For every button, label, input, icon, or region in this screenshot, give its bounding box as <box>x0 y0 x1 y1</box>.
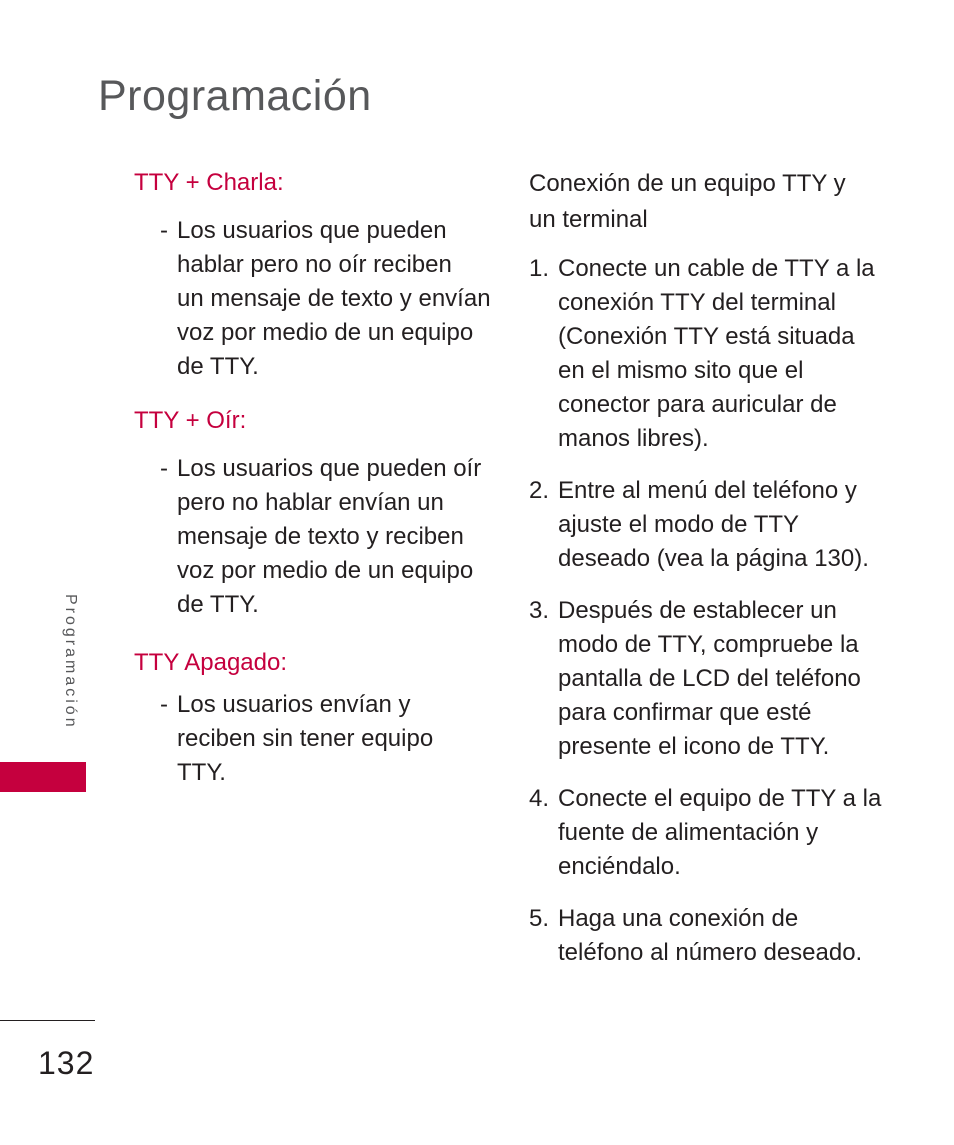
bullet-dash: - <box>160 455 168 482</box>
page-number: 132 <box>38 1045 95 1081</box>
section-heading: TTY Apagado: <box>134 649 287 676</box>
step-number: 3. <box>529 597 550 624</box>
step-number: 1. <box>529 255 550 282</box>
text-line: pantalla de LCD del teléfono <box>558 665 861 692</box>
text-line: Entre al menú del teléfono y <box>558 477 857 504</box>
section-heading: TTY + Charla: <box>134 169 284 196</box>
text-line: teléfono al número deseado. <box>558 939 863 966</box>
text-line: deseado (vea la página 130). <box>558 545 869 572</box>
text-line: manos libres). <box>558 425 709 452</box>
side-tab-marker <box>0 762 86 792</box>
footer-rule <box>0 1020 95 1021</box>
text-line: reciben sin tener equipo <box>177 725 434 752</box>
text-line: Haga una conexión de <box>558 905 799 932</box>
step-2 <box>529 474 929 576</box>
text-line: TTY. <box>177 759 226 786</box>
heading-line: Conexión de un equipo TTY y <box>529 170 846 197</box>
side-tab-label: Programación <box>62 594 79 730</box>
step-3 <box>529 594 929 764</box>
text-line: voz por medio de un equipo <box>177 319 474 346</box>
text-line: Los usuarios que pueden oír <box>177 455 482 482</box>
text-line: fuente de alimentación y <box>558 819 819 846</box>
text-line: conexión TTY del terminal <box>558 289 836 316</box>
section-heading: TTY + Oír: <box>134 407 247 434</box>
text-line: Conecte un cable de TTY a la <box>558 255 875 282</box>
bullet-item <box>134 688 494 790</box>
section-tty-oir <box>134 404 494 622</box>
text-line: para confirmar que esté <box>558 699 812 726</box>
text-line: Después de establecer un <box>558 597 837 624</box>
text-line: enciéndalo. <box>558 853 681 880</box>
text-line: en el mismo sito que el <box>558 357 804 384</box>
text-line: hablar pero no oír reciben <box>177 251 452 278</box>
heading-line: un terminal <box>529 206 648 233</box>
text-line: Los usuarios envían y <box>177 691 411 718</box>
text-line: mensaje de texto y reciben <box>177 523 464 550</box>
text-line: voz por medio de un equipo <box>177 557 474 584</box>
step-5 <box>529 902 929 970</box>
section-tty-charla <box>134 166 494 384</box>
page-title: Programación <box>98 72 372 120</box>
bullet-item <box>134 452 494 622</box>
left-column <box>134 166 494 790</box>
bullet-item <box>134 214 494 384</box>
text-line: Conecte el equipo de TTY a la <box>558 785 882 812</box>
text-line: conector para auricular de <box>558 391 837 418</box>
right-column <box>529 166 929 970</box>
text-line: (Conexión TTY está situada <box>558 323 855 350</box>
step-number: 2. <box>529 477 550 504</box>
text-line: ajuste el modo de TTY <box>558 511 800 538</box>
bullet-dash: - <box>160 691 168 718</box>
bullet-dash: - <box>160 217 168 244</box>
text-line: un mensaje de texto y envían <box>177 285 491 312</box>
step-number: 5. <box>529 905 550 932</box>
text-line: de TTY. <box>177 591 259 618</box>
text-line: pero no hablar envían un <box>177 489 444 516</box>
section-tty-apagado <box>134 646 494 790</box>
step-1 <box>529 252 929 456</box>
text-line: modo de TTY, compruebe la <box>558 631 859 658</box>
text-line: Los usuarios que pueden <box>177 217 447 244</box>
step-4 <box>529 782 929 884</box>
text-line: de TTY. <box>177 353 259 380</box>
connection-heading <box>529 166 929 238</box>
step-number: 4. <box>529 785 550 812</box>
text-line: presente el icono de TTY. <box>558 733 830 760</box>
